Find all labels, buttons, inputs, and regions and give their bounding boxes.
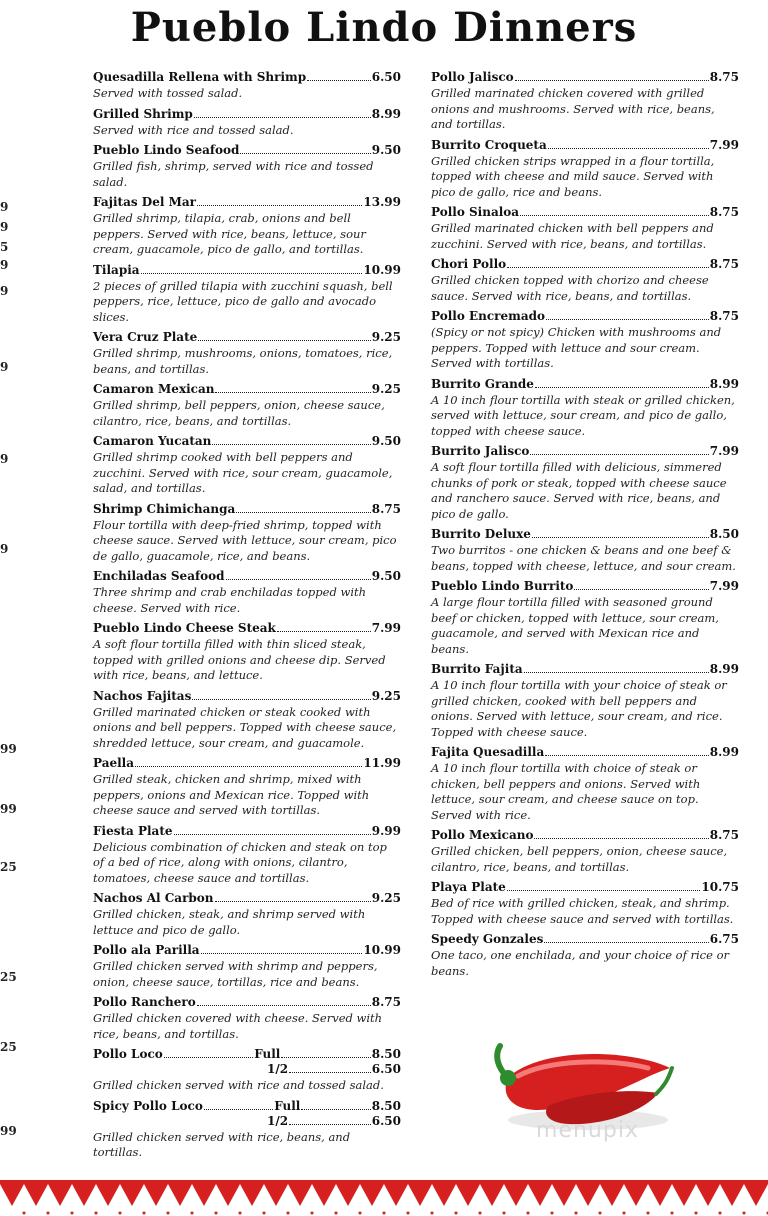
menu-item-description: Grilled chicken, steak, and shrimp served with lettuce and pico de gallo. <box>93 907 366 937</box>
cut-off-price-fragment: 9 <box>0 284 9 298</box>
menu-item-name: Playa Plate <box>431 880 506 894</box>
dot-leader <box>307 70 371 81</box>
menu-item-name: Pollo Sinaloa <box>431 205 520 219</box>
dot-leader <box>281 1047 370 1058</box>
border-dot <box>311 1212 314 1215</box>
menu-item-name: Speedy Gonzales <box>431 932 544 946</box>
menu-item-price: 9.50 <box>371 434 401 448</box>
border-triangle <box>384 1184 408 1206</box>
cut-off-price-fragment: 99 <box>0 742 17 756</box>
menu-item-name: Burrito Fajita <box>431 662 523 676</box>
border-triangle <box>24 1184 48 1206</box>
menu-item-description: A 10 inch flour tortilla with choice of steak or chicken, bell peppers and onions. Served with lettuce, sour cream, and cheese sauce on top. Served with rice. <box>431 761 701 822</box>
menu-item-price: 9.25 <box>371 891 401 905</box>
menu-item-price: 8.75 <box>709 70 739 84</box>
menu-item <box>431 377 739 440</box>
menu-item-header <box>93 995 401 1010</box>
border-triangle <box>360 1184 384 1206</box>
cut-off-price-fragment: 25 <box>0 860 17 874</box>
menu-item-description: A soft flour tortilla filled with thin sliced steak, topped with grilled onions and cheese dip. Served with rice, beans, and lettuce. <box>93 637 386 682</box>
menu-item-header <box>93 756 401 771</box>
menu-item <box>93 70 401 102</box>
border-triangle <box>48 1184 72 1206</box>
menu-item-header <box>431 257 739 272</box>
border-triangle <box>504 1184 528 1206</box>
menu-item-name: Spicy Pollo Loco <box>93 1098 203 1113</box>
menu-item <box>431 70 739 133</box>
cut-off-price-fragment: 25 <box>0 970 17 984</box>
dot-leader <box>546 309 709 320</box>
menu-item-price: 9.25 <box>371 382 401 396</box>
menu-item-header <box>93 502 401 517</box>
dot-leader <box>215 382 370 393</box>
dot-leader <box>198 330 371 341</box>
menu-item-price: 8.99 <box>371 106 401 121</box>
menu-item-description: Grilled marinated chicken covered with grilled onions and mushrooms. Served with rice, beans, and tortillas. <box>431 86 715 131</box>
portion-label: 1/2 <box>267 1113 289 1128</box>
menu-item <box>431 932 739 979</box>
menu-item-name: Burrito Grande <box>431 376 534 391</box>
border-dot <box>719 1212 722 1215</box>
menu-item-name: Camaron Mexican <box>93 382 215 396</box>
menu-item-price: 6.50 <box>371 1113 401 1128</box>
border-triangle <box>744 1184 768 1206</box>
border-triangle <box>336 1184 360 1206</box>
menu-item <box>431 579 739 657</box>
menu-item-description: Grilled steak, chicken and shrimp, mixed with peppers, onions and Mexican rice. Topped with cheese sauce and served with tortillas. <box>93 772 370 817</box>
menu-item-price: 8.50 <box>371 1047 401 1061</box>
dot-leader <box>532 527 709 538</box>
border-triangle <box>528 1184 552 1206</box>
dot-leader <box>301 1099 370 1110</box>
dot-leader <box>515 70 709 81</box>
menu-item <box>93 824 401 887</box>
border-dot <box>47 1212 50 1215</box>
menu-item-name: Pueblo Lindo Seafood <box>93 143 240 157</box>
menu-item-header <box>93 621 401 636</box>
dot-leader <box>535 377 709 388</box>
dot-leader <box>141 263 363 274</box>
menu-item-description: 2 pieces of grilled tilapia with zucchini squash, bell peppers, rice, lettuce, pico de gallo and avocado slices. <box>93 278 393 324</box>
border-dot <box>623 1212 626 1215</box>
menu-item-description: Grilled shrimp, tilapia, crab, onions and bell peppers. Served with rice, beans, lettuce, sour cream, guacamole, pico de gallo, and tortillas. <box>93 211 366 256</box>
menu-item-name: Pollo Loco <box>93 1047 163 1061</box>
menu-item-header <box>431 70 739 85</box>
menu-item-price: 6.50 <box>371 70 401 84</box>
menu-item-price: 8.75 <box>371 501 401 516</box>
menu-item-description: A large flour tortilla filled with seasoned ground beef or chicken, topped with lettuce, sour cream, guacamole, and served with Mexican rice and beans. <box>431 595 719 656</box>
border-dot <box>239 1212 242 1215</box>
dot-leader <box>524 662 709 673</box>
border-triangle <box>672 1184 696 1206</box>
cut-off-price-fragment: 99 <box>0 802 17 816</box>
border-triangle <box>96 1184 120 1206</box>
menu-item-header <box>431 579 739 594</box>
menu-item-description: (Spicy or not spicy) Chicken with mushrooms and peppers. Topped with lettuce and sour cream. Served with tortillas. <box>431 325 722 370</box>
menu-item-header <box>93 569 401 584</box>
menu-item-name: Pollo ala Parilla <box>93 943 200 957</box>
dot-leader <box>548 138 709 149</box>
menu-item-price: 13.99 <box>363 195 401 209</box>
menu-item-header <box>431 309 739 324</box>
border-triangle <box>264 1184 288 1206</box>
border-dot <box>71 1212 74 1215</box>
menu-item-description: Served with tossed salad. <box>93 86 243 100</box>
menu-item-header <box>431 444 739 459</box>
menu-item-price: 11.99 <box>363 756 401 770</box>
border-triangle <box>552 1184 576 1206</box>
menu-item-name: Camaron Yucatan <box>93 434 212 448</box>
border-dot <box>671 1212 674 1215</box>
menu-item-description: Grilled shrimp cooked with bell peppers and zucchini. Served with rice, sour cream, guacamole, salad, and tortillas. <box>93 450 393 495</box>
menu-item-price: 10.75 <box>701 880 739 894</box>
menu-item-name: Pollo Ranchero <box>93 995 196 1009</box>
border-triangle <box>288 1184 312 1206</box>
menu-item-price: 8.75 <box>709 828 739 842</box>
menu-item <box>431 257 739 304</box>
menu-item-description: Two burritos - one chicken & beans and one beef & beans, topped with cheese, lettuce, and sour cream. <box>431 543 736 573</box>
cut-off-price-fragment: 9 <box>0 220 9 234</box>
menu-item <box>431 662 739 740</box>
menu-item-price: 9.50 <box>371 569 401 583</box>
border-triangle <box>696 1184 720 1206</box>
menu-item-name: Nachos Al Carbon <box>93 891 214 905</box>
dot-leader <box>289 1062 371 1073</box>
menu-item-name: Burrito Deluxe <box>431 527 531 541</box>
menu-item-price: 8.50 <box>709 527 739 541</box>
border-dot <box>95 1212 98 1215</box>
cut-off-price-fragment: 9 <box>0 258 9 272</box>
cut-off-price-fragment: 25 <box>0 1040 17 1054</box>
menu-item-price: 9.99 <box>371 823 401 838</box>
border-triangle <box>144 1184 168 1206</box>
menu-item-description: Flour tortilla with deep-fried shrimp, topped with cheese sauce. Served with lettuce, sour cream, pico de gallo, guacamole, rice, and beans. <box>93 517 397 563</box>
menu-item-name: Quesadilla Rellena with Shrimp <box>93 70 307 84</box>
menu-item-header <box>93 143 401 158</box>
border-triangle <box>72 1184 96 1206</box>
menu-item <box>431 205 739 252</box>
menu-item-description: Grilled fish, shrimp, served with rice and tossed salad. <box>93 159 374 189</box>
menu-item-description: Bed of rice with grilled chicken, steak, and shrimp. Topped with cheese sauce and served with tortillas. <box>431 896 734 926</box>
border-dot <box>575 1212 578 1215</box>
menu-item-description: Served with rice and tossed salad. <box>93 122 294 137</box>
menu-item-header <box>93 1047 401 1062</box>
border-triangle <box>408 1184 432 1206</box>
menu-item <box>93 143 401 190</box>
decorative-red-triangle-border <box>0 1180 768 1216</box>
menu-item-name: Tilapia <box>93 262 140 277</box>
menu-item-price: 10.99 <box>363 943 401 957</box>
menu-item-name: Fajitas Del Mar <box>93 195 196 209</box>
menu-item-header <box>93 195 401 210</box>
border-dot <box>455 1212 458 1215</box>
cut-off-price-fragment: 9 <box>0 452 9 466</box>
portion-label: Full <box>254 1047 281 1061</box>
menu-item <box>93 756 401 819</box>
border-dot <box>119 1212 122 1215</box>
menu-item-description: Grilled chicken covered with cheese. Served with rice, beans, and tortillas. <box>93 1011 383 1041</box>
dot-leader <box>174 824 371 835</box>
menu-item <box>93 689 401 752</box>
menu-item-price: 8.75 <box>709 309 739 323</box>
border-triangle <box>432 1184 456 1206</box>
menu-column-right <box>431 70 739 984</box>
menu-item-header <box>93 330 401 345</box>
menu-item-price: 8.75 <box>709 205 739 219</box>
menu-item-header <box>431 828 739 843</box>
dot-leader <box>215 891 371 902</box>
half-portion-line <box>93 1062 401 1077</box>
border-triangle <box>0 1184 24 1206</box>
menu-item <box>93 1047 401 1094</box>
dot-leader <box>240 143 370 154</box>
border-dot <box>143 1212 146 1215</box>
menu-item-price: 8.75 <box>709 257 739 271</box>
border-dot <box>527 1212 530 1215</box>
border-dot <box>23 1212 26 1215</box>
menu-item-name: Chori Pollo <box>431 257 507 271</box>
menu-item-name: Burrito Croqueta <box>431 137 547 152</box>
menu-item <box>93 107 401 139</box>
border-triangle <box>720 1184 744 1206</box>
menu-item-name: Enchiladas Seafood <box>93 569 225 583</box>
menu-item <box>93 569 401 616</box>
half-portion-line <box>93 1114 401 1129</box>
menu-item-description: Grilled chicken served with rice and tossed salad. <box>93 1078 384 1092</box>
dot-leader <box>534 828 708 839</box>
menu-item-header <box>93 824 401 839</box>
menu-item-price: 9.50 <box>371 143 401 157</box>
menu-item <box>431 527 739 574</box>
menu-item-description: Grilled chicken topped with chorizo and cheese sauce. Served with rice, beans, and tortillas. <box>431 273 709 303</box>
dot-leader <box>236 502 370 513</box>
border-triangle <box>456 1184 480 1206</box>
border-dot <box>263 1212 266 1215</box>
menu-item <box>431 309 739 372</box>
menu-item-description: Grilled chicken served with shrimp and peppers, onion, cheese sauce, tortillas, rice and beans. <box>93 959 378 989</box>
menu-item-description: One taco, one enchilada, and your choice of rice or beans. <box>431 948 729 978</box>
menu-item-name: Fiesta Plate <box>93 823 173 838</box>
menu-item <box>93 995 401 1042</box>
dot-leader <box>574 579 708 590</box>
menu-item-price: 7.99 <box>709 579 739 593</box>
dot-leader <box>204 1099 273 1110</box>
border-dot <box>383 1212 386 1215</box>
dot-leader <box>201 943 363 954</box>
cut-off-price-fragment: 9 <box>0 542 9 556</box>
menu-item <box>93 943 401 990</box>
menu-item <box>93 330 401 377</box>
border-dot <box>479 1212 482 1215</box>
menu-item-name: Paella <box>93 756 135 770</box>
menu-item-price: 8.99 <box>709 662 739 676</box>
menu-item-name: Nachos Fajitas <box>93 688 192 703</box>
watermark: menupix <box>536 1118 639 1143</box>
menu-item <box>93 382 401 429</box>
cut-off-price-fragment: 9 <box>0 200 9 214</box>
portion-label: Full <box>274 1098 301 1113</box>
menu-item <box>93 263 401 326</box>
menu-item-header <box>93 107 401 122</box>
border-dot <box>503 1212 506 1215</box>
dot-leader <box>197 195 362 206</box>
menu-item-price: 9.25 <box>371 330 401 344</box>
menu-item-header <box>93 943 401 958</box>
menu-item <box>93 621 401 684</box>
dot-leader <box>289 1114 371 1125</box>
dot-leader <box>277 621 371 632</box>
border-dot <box>551 1212 554 1215</box>
menu-item-header <box>431 880 739 895</box>
dot-leader <box>192 689 370 700</box>
menu-item-name: Pollo Encremado <box>431 309 546 323</box>
menu-item-price: 7.99 <box>709 137 739 152</box>
cut-off-price-fragment: 9 <box>0 360 9 374</box>
page-title: Pueblo Lindo Dinners <box>130 4 638 51</box>
cut-off-left-column <box>0 60 16 1180</box>
menu-item-price: 7.99 <box>371 621 401 635</box>
menu-item-description: Grilled chicken, bell peppers, onion, cheese sauce, cilantro, rice, beans, and tortillas. <box>431 844 728 874</box>
menu-item <box>93 434 401 497</box>
menu-item-header <box>93 689 401 704</box>
menu-item-description: A soft flour tortilla filled with delicious, simmered chunks of pork or steak, topped with cheese sauce and ranchero sauce. Served with rice, beans, and pico de gallo. <box>431 460 727 521</box>
border-triangle <box>192 1184 216 1206</box>
menu-item-name: Pollo Mexicano <box>431 828 534 842</box>
border-triangle <box>240 1184 264 1206</box>
menu-item-header <box>431 662 739 677</box>
border-dot <box>359 1212 362 1215</box>
border-triangle <box>480 1184 504 1206</box>
dot-leader <box>545 745 709 756</box>
menu-item-description: A 10 inch flour tortilla with your choice of steak or grilled chicken, cooked with bell peppers and onions. Served with lettuce, sour cream, and rice. Topped with cheese sauce. <box>431 678 727 739</box>
menu-item-description: Grilled shrimp, mushrooms, onions, tomatoes, rice, beans, and tortillas. <box>93 346 393 376</box>
border-dot <box>215 1212 218 1215</box>
menu-item-price: 7.99 <box>709 444 739 458</box>
menu-item <box>431 828 739 875</box>
menu-item-header <box>93 382 401 397</box>
menu-item <box>93 891 401 938</box>
menu-item-header <box>93 263 401 278</box>
menu-item-header <box>93 891 401 906</box>
menu-item-description: Grilled chicken served with rice, beans, and tortillas. <box>93 1129 351 1159</box>
border-dot <box>335 1212 338 1215</box>
menu-item-price: 6.75 <box>709 932 739 946</box>
menu-item-description: A 10 inch flour tortilla with steak or grilled chicken, served with lettuce, sour cream, and pico de gallo, topped with cheese sauce. <box>431 392 735 438</box>
menu-item-header <box>93 70 401 85</box>
menu-item-price: 8.99 <box>709 376 739 391</box>
menu-item-name: Pueblo Lindo Burrito <box>431 579 574 593</box>
menu-item-name: Burrito Jalisco <box>431 444 530 458</box>
border-dot <box>167 1212 170 1215</box>
border-dot <box>599 1212 602 1215</box>
dot-leader <box>544 932 708 943</box>
menu-item-header <box>431 932 739 947</box>
border-dot <box>287 1212 290 1215</box>
cut-off-price-fragment: 5 <box>0 240 9 254</box>
border-triangle <box>216 1184 240 1206</box>
menu-item-name: Vera Cruz Plate <box>93 330 198 344</box>
cut-off-price-fragment: 99 <box>0 1124 17 1138</box>
menu-item-description: Grilled shrimp, bell peppers, onion, cheese sauce, cilantro, rice, beans, and tortillas. <box>93 398 385 428</box>
menu-item-description: Delicious combination of chicken and steak on top of a bed of rice, along with onions, cilantro, tomatoes, cheese sauce and tortillas. <box>93 839 387 885</box>
menu-item-price: 10.99 <box>363 262 401 277</box>
menu-item <box>93 502 401 565</box>
menu-item-price: 6.50 <box>371 1062 401 1076</box>
menu-item-price: 8.75 <box>371 995 401 1009</box>
menu-item-header <box>431 138 739 153</box>
menu-item <box>431 444 739 522</box>
menu-item-price: 8.99 <box>709 745 739 759</box>
menu-item <box>431 138 739 201</box>
menu-item-name: Pueblo Lindo Cheese Steak <box>93 621 276 635</box>
dot-leader <box>197 995 371 1006</box>
menu-item-name: Shrimp Chimichanga <box>93 501 236 516</box>
border-triangle <box>600 1184 624 1206</box>
dot-leader <box>164 1047 253 1058</box>
menu-item-description: Grilled chicken strips wrapped in a flour tortilla, topped with cheese and mild sauce. Served with pico de gallo, rice and beans. <box>431 153 715 199</box>
dot-leader <box>520 205 709 216</box>
border-dot <box>743 1212 746 1215</box>
menu-item-header <box>93 1099 401 1114</box>
border-triangle <box>168 1184 192 1206</box>
border-triangle <box>576 1184 600 1206</box>
dot-leader <box>135 756 362 767</box>
menu-item-header <box>93 434 401 449</box>
border-dot <box>431 1212 434 1215</box>
menu-item-header <box>431 527 739 542</box>
menu-item-name: Pollo Jalisco <box>431 70 514 84</box>
menu-item-description: Three shrimp and crab enchiladas topped with cheese. Served with rice. <box>93 585 367 615</box>
border-dot <box>647 1212 650 1215</box>
menu-item-price: 8.50 <box>371 1098 401 1113</box>
border-dot <box>191 1212 194 1215</box>
menu-item-header <box>431 745 739 760</box>
menu-item-description: Grilled marinated chicken with bell peppers and zucchini. Served with rice, beans, and tortillas. <box>431 221 714 251</box>
border-dot <box>407 1212 410 1215</box>
menu-item-name: Grilled Shrimp <box>93 106 193 121</box>
menu-item-name: Fajita Quesadilla <box>431 745 545 759</box>
border-triangle <box>648 1184 672 1206</box>
menu-column-left <box>93 70 401 1166</box>
border-dot <box>695 1212 698 1215</box>
menu-item-header <box>431 377 739 392</box>
dot-leader <box>226 569 371 580</box>
border-triangle <box>120 1184 144 1206</box>
dot-leader <box>507 257 709 268</box>
menu-item <box>93 1099 401 1161</box>
border-triangle <box>312 1184 336 1206</box>
dot-leader <box>530 444 708 455</box>
border-triangle <box>624 1184 648 1206</box>
portion-label: 1/2 <box>267 1062 289 1076</box>
menu-item-header <box>431 205 739 220</box>
dot-leader <box>212 434 370 445</box>
dot-leader <box>194 107 371 118</box>
menu-item <box>431 745 739 823</box>
menu-item <box>93 195 401 258</box>
menu-item-price: 9.25 <box>371 688 401 703</box>
menu-item <box>431 880 739 927</box>
menu-item-description: Grilled marinated chicken or steak cooked with onions and bell peppers. Topped with cheese sauce, shredded lettuce, sour cream, and guacamole. <box>93 704 397 750</box>
dot-leader <box>507 880 701 891</box>
